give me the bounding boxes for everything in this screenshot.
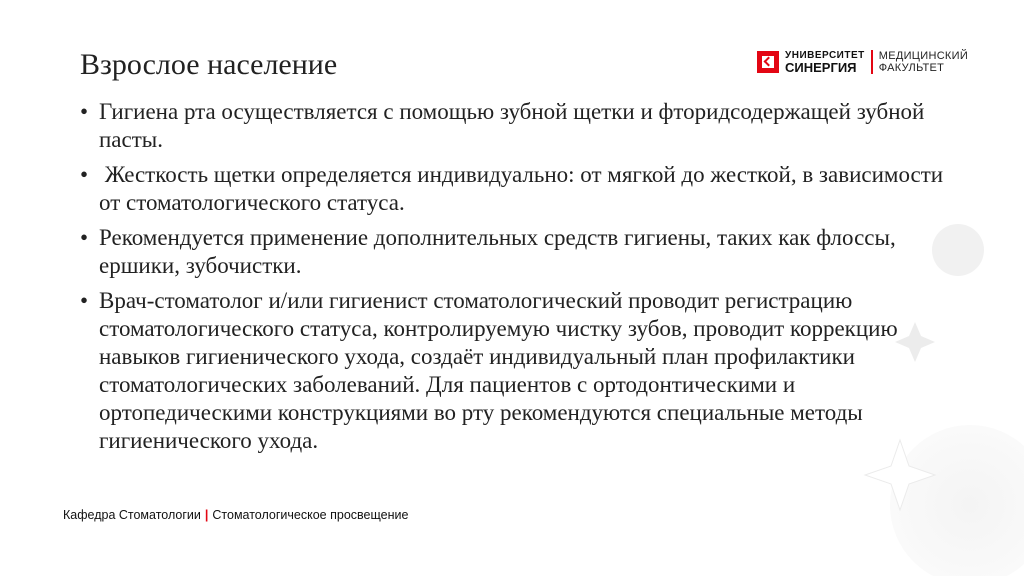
footer (63, 508, 408, 522)
list-item (80, 287, 950, 455)
logo-faculty (879, 50, 968, 74)
list-item-text: Жесткость щетки определяется индивидуально: от мягкой до жесткой, в зависимости от стоматологического статуса. (99, 162, 949, 215)
page-title: Взрослое население (80, 48, 338, 81)
logo-name (785, 51, 865, 74)
logo-faculty-line-2: ФАКУЛЬТЕТ (878, 62, 945, 74)
bullet-icon: • (80, 225, 89, 250)
university-logo (757, 50, 968, 74)
logo-mark-icon (757, 51, 779, 73)
logo-line-1: УНИВЕРСИТЕТ (785, 49, 865, 61)
list-item (80, 98, 950, 154)
list-item-text: Рекомендуется применение дополнительных средств гигиены, таких как флоссы, ершики, зубочистки. (99, 225, 896, 278)
bullet-icon: • (80, 99, 89, 124)
list-item (80, 224, 950, 280)
bullet-icon: • (80, 288, 89, 313)
list-item-text: Гигиена рта осуществляется с помощью зубной щетки и фторидсодержащей зубной пасты. (99, 99, 925, 152)
bullet-list (80, 98, 950, 462)
list-item-text: Врач-стоматолог и/или гигиенист стоматологический проводит регистрацию стоматологического статуса, контролируемую чистку зубов, проводит коррекцию навыков гигиенического ухода, создаёт индивидуальный план профилактики стоматологических заболеваний. Для пациентов с ортодонтическими и ортопедическими конструкциями во рту рекомендуются специальные методы гигиенического ухода. (99, 288, 898, 453)
list-item (80, 161, 950, 217)
logo-divider (871, 50, 873, 74)
footer-separator: | (204, 508, 209, 522)
logo-line-2: СИНЕРГИЯ (785, 59, 857, 75)
logo-faculty-line-1: МЕДИЦИНСКИЙ (878, 49, 969, 62)
footer-subtitle: Стоматологическое просвещение (212, 508, 409, 522)
footer-department: Кафедра Стоматологии (63, 508, 201, 522)
bullet-icon: • (80, 162, 89, 187)
